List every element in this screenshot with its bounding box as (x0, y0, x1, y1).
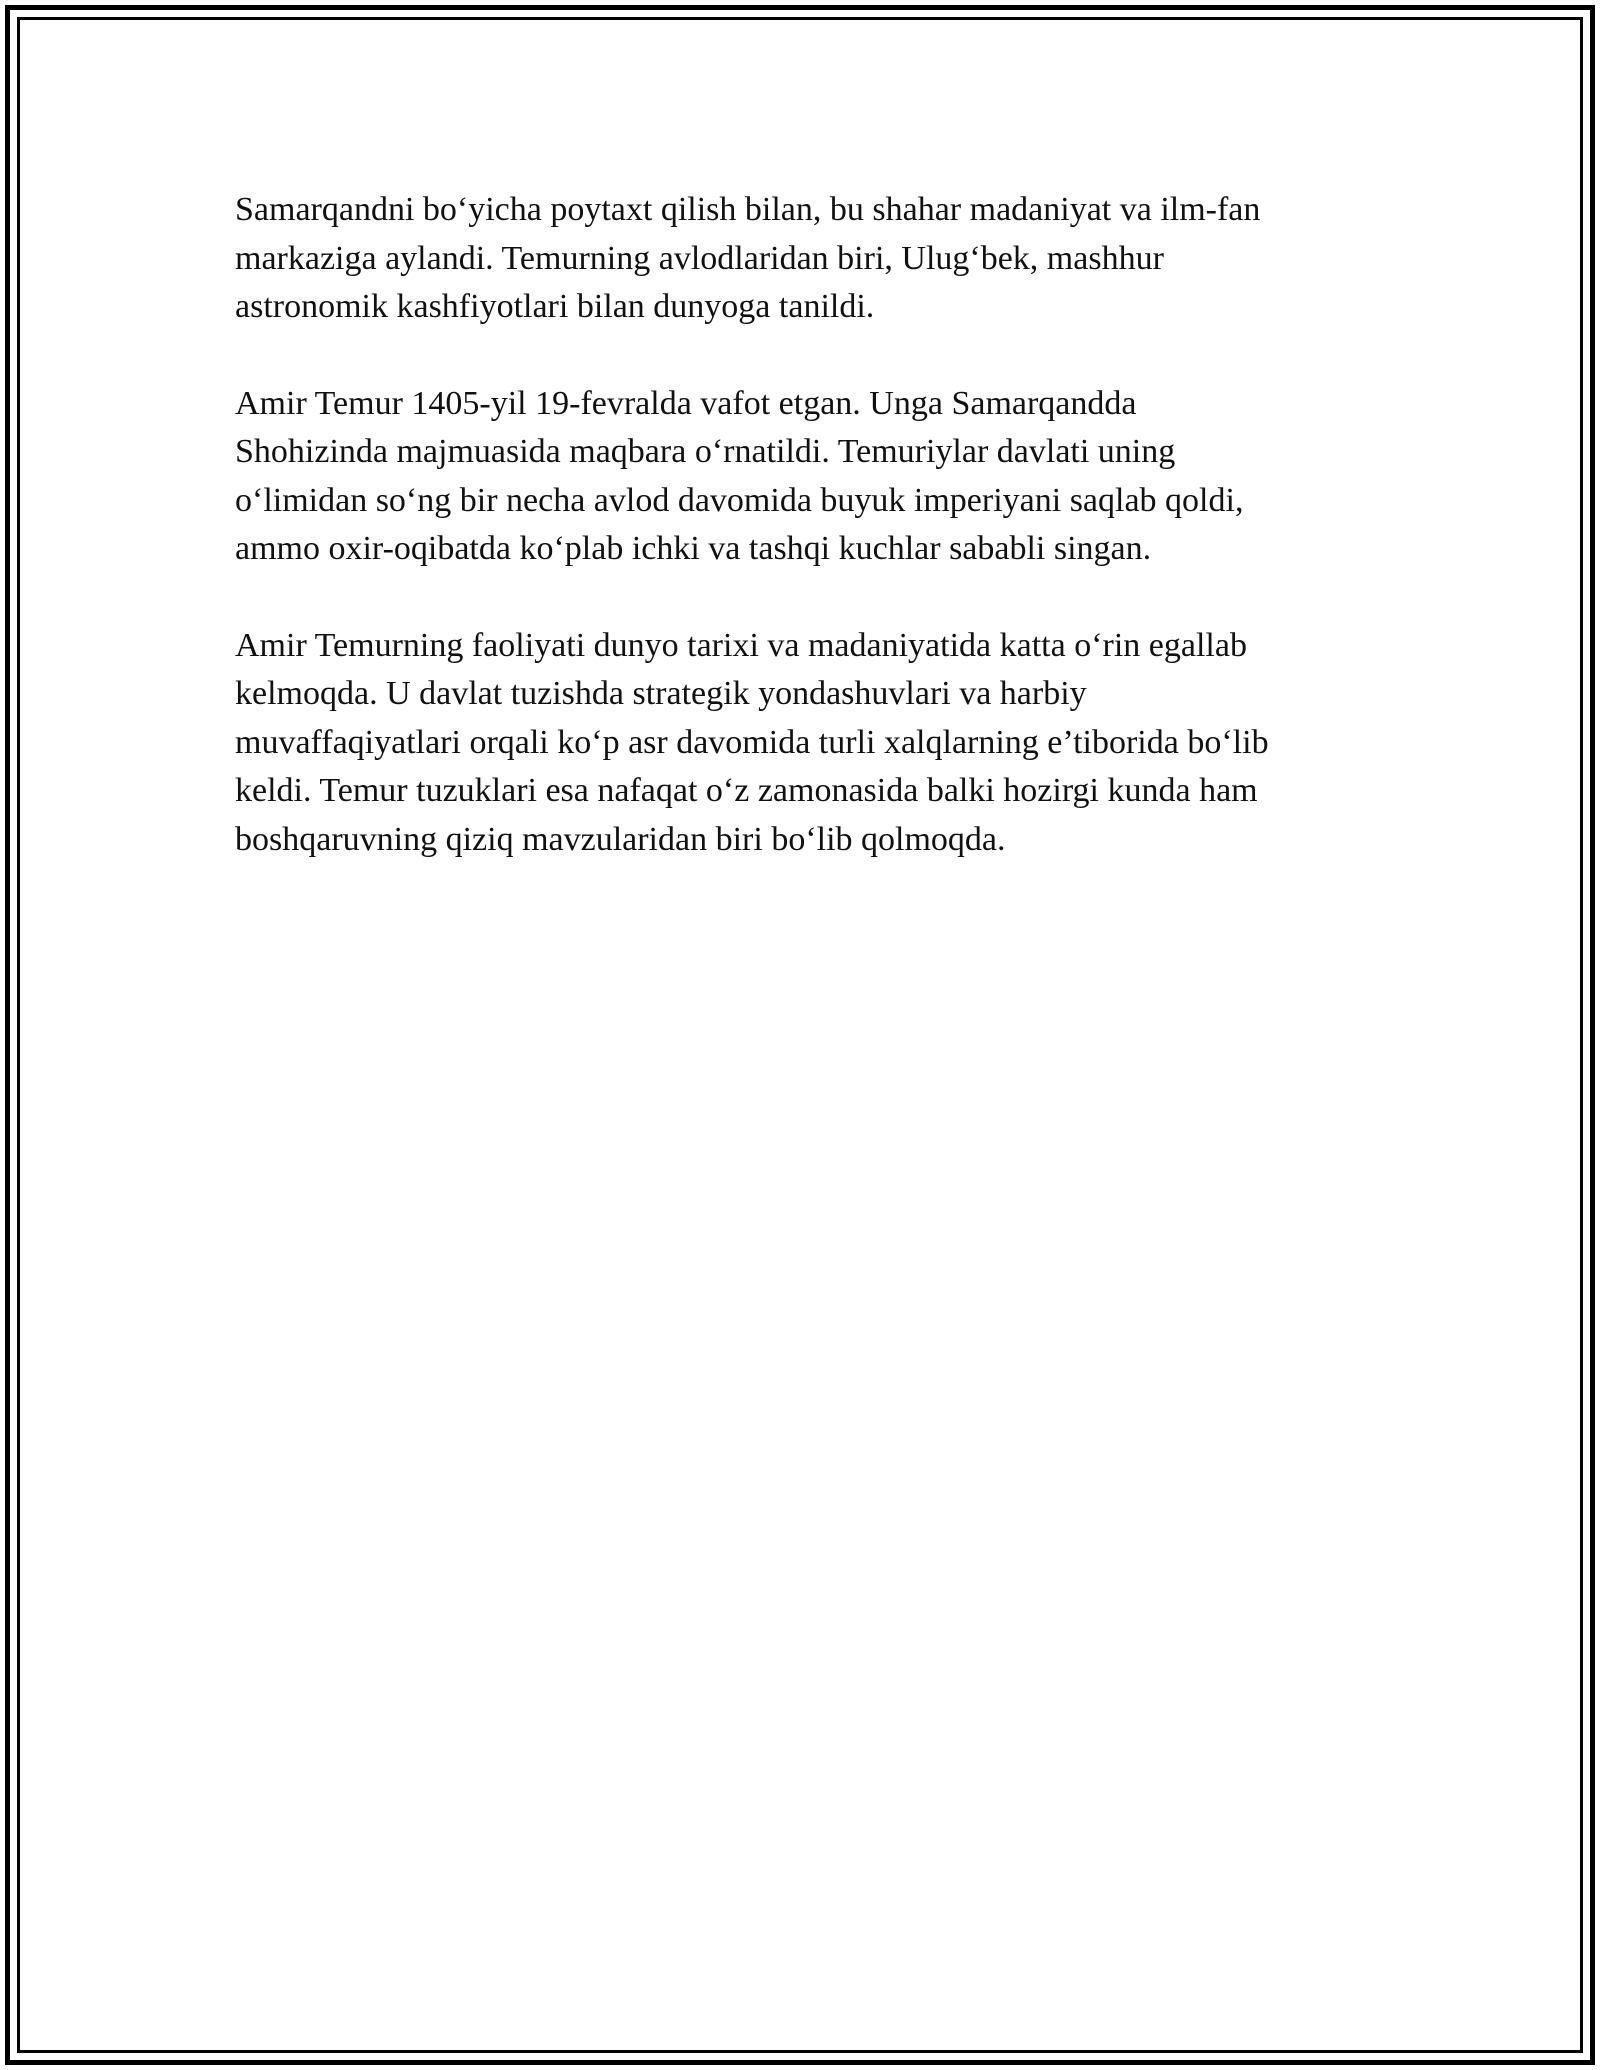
text-line: Samarqandni bo‘yicha poytaxt qilish bilan, bu shahar madaniyat va ilm-fan (235, 191, 1261, 228)
text-line: kelmoqda. U davlat tuzishda strategik yondashuvlari va harbiy (235, 675, 1087, 712)
paragraph-samarqand (235, 186, 1375, 332)
text-line: astronomik kashfiyotlari bilan dunyoga tanildi. (235, 288, 875, 325)
text-line: boshqaruvning qiziq mavzularidan biri bo‘lib qolmoqda. (235, 820, 1006, 858)
document-body (235, 186, 1375, 912)
paragraph-legacy (235, 622, 1375, 865)
text-line: Amir Temur 1405-yil 19-fevralda vafot etgan. Unga Samarqandda (235, 384, 1137, 422)
text-line: muvaffaqiyatlari orqali ko‘p asr davomida turli xalqlarning e’tiborida bo‘lib (235, 723, 1269, 761)
text-line: Amir Temurning faoliyati dunyo tarixi va madaniyatida katta o‘rin egallab (235, 626, 1247, 664)
text-line: o‘limidan so‘ng bir necha avlod davomida buyuk imperiyani saqlab qoldi, (235, 481, 1244, 519)
text-line: keldi. Temur tuzuklari esa nafaqat o‘z zamonasida balki hozirgi kunda ham (235, 772, 1258, 809)
text-line: markaziga aylandi. Temurning avlodlaridan biri, Ulug‘bek, mashhur (235, 239, 1164, 277)
text-line: ammo oxir-oqibatda ko‘plab ichki va tashqi kuchlar sababli singan. (235, 530, 1152, 567)
paragraph-death (235, 380, 1375, 574)
text-line: Shohizinda majmuasida maqbara o‘rnatildi. Temuriylar davlati uning (235, 433, 1176, 470)
